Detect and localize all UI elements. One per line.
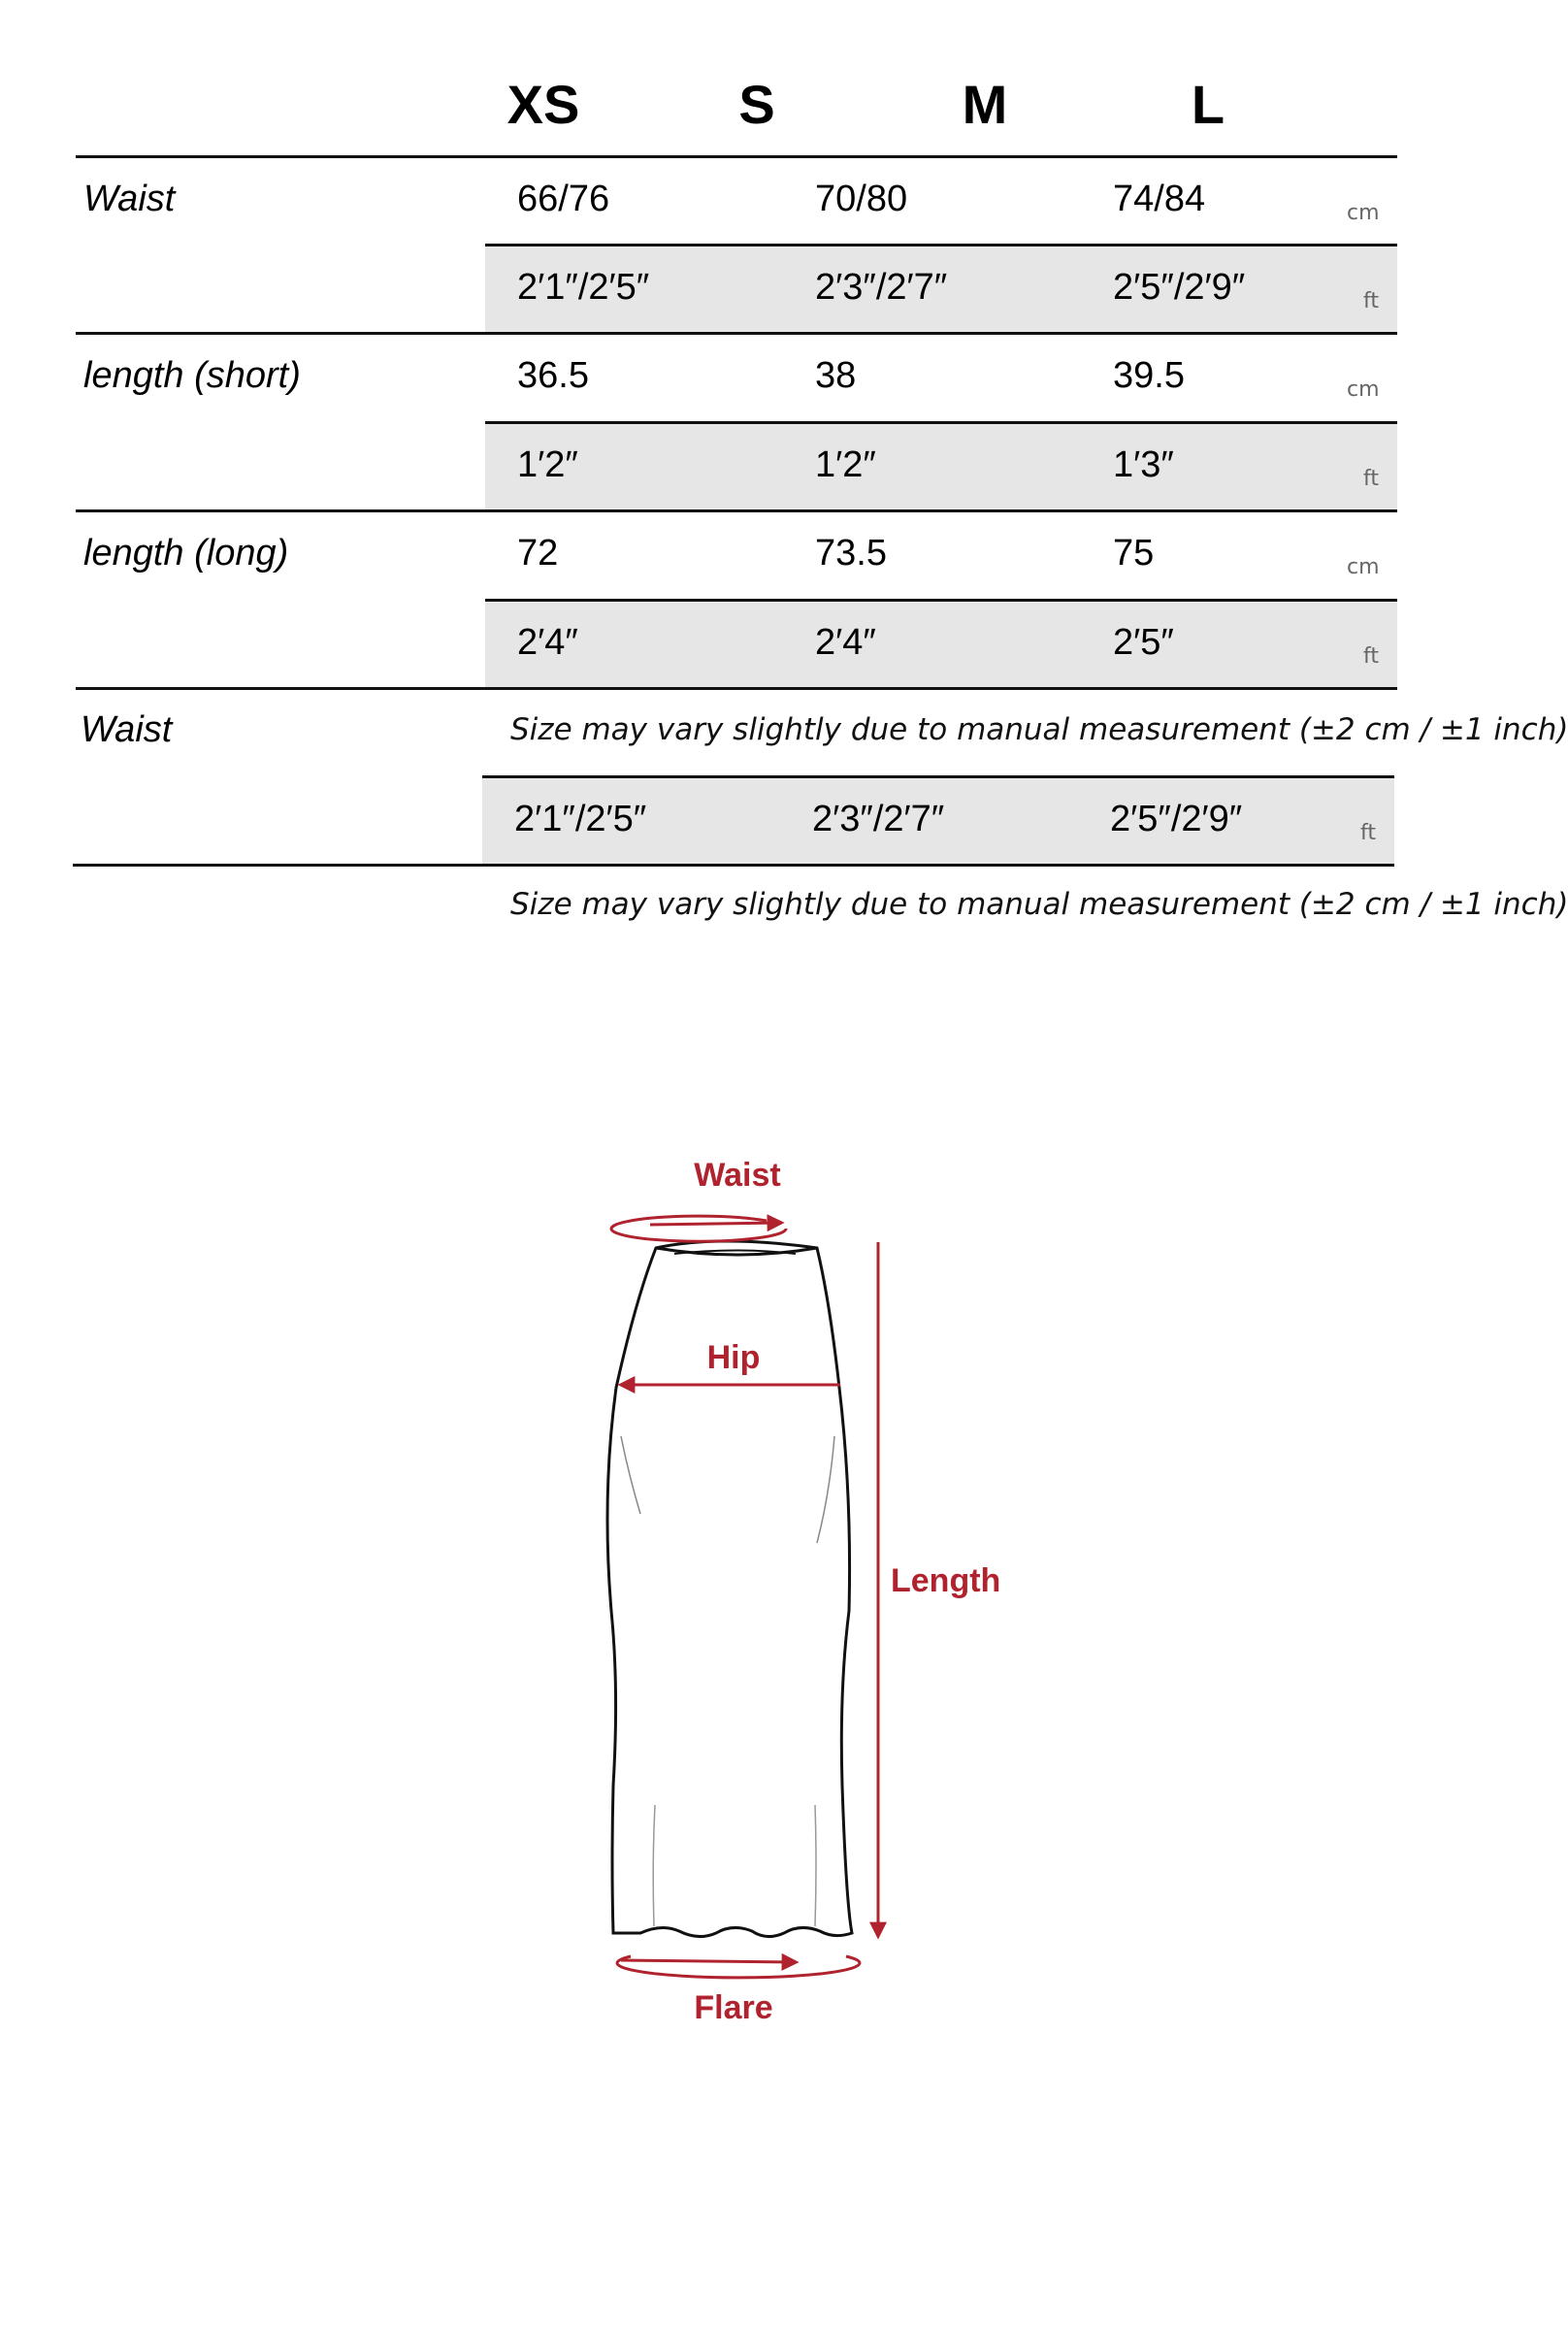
size-header-xs: XS xyxy=(506,74,580,135)
unit-short-ft: ft xyxy=(1363,467,1379,491)
cell-short-ft-m: 1′3″ xyxy=(1113,444,1174,485)
rule-row-3-mid xyxy=(485,599,1397,602)
cell-long-ft-s: 2′4″ xyxy=(815,622,876,663)
cell-short-cm-xs: 36.5 xyxy=(517,355,589,396)
skirt-measurement-diagram xyxy=(543,1106,1048,2038)
row-label-waist-2: Waist xyxy=(81,709,173,750)
unit-waist-ft: ft xyxy=(1363,289,1379,313)
flare-measure xyxy=(617,1956,860,2026)
rule-row-2-mid xyxy=(485,421,1397,424)
size-header-l: L xyxy=(1191,74,1225,135)
waist-label: Waist xyxy=(694,1157,781,1194)
cell-long-ft-m: 2′5″ xyxy=(1113,622,1174,663)
row-label-length-long: length (long) xyxy=(83,533,289,574)
cell-short-ft-s: 1′2″ xyxy=(815,444,876,485)
unit-short-cm: cm xyxy=(1347,377,1380,402)
cell-long-cm-m: 75 xyxy=(1113,533,1155,574)
rule-row-1-mid xyxy=(485,244,1397,246)
rule-row-4-mid xyxy=(482,775,1394,778)
cell-long-ft-xs: 2′4″ xyxy=(517,622,578,663)
row-label-waist: Waist xyxy=(83,179,176,219)
cell-long-cm-xs: 72 xyxy=(517,533,559,574)
cell-waist-ft-s: 2′3″/2′7″ xyxy=(815,267,948,308)
row-4-note: Size may vary slightly due to manual measurement (±2 cm / ±1 inch) xyxy=(510,712,1568,747)
size-header-s: S xyxy=(738,74,775,135)
cell-short-cm-s: 38 xyxy=(815,355,857,396)
unit-waist2-ft: ft xyxy=(1360,821,1376,845)
cell-short-ft-xs: 1′2″ xyxy=(517,444,578,485)
cell-waist-cm-xs: 66/76 xyxy=(517,179,610,219)
unit-long-cm: cm xyxy=(1347,555,1380,579)
shade-row-3-ft xyxy=(485,601,1397,688)
unit-waist-cm: cm xyxy=(1347,201,1380,225)
hip-measure xyxy=(621,1339,840,1385)
unit-long-ft: ft xyxy=(1363,644,1379,669)
flare-label: Flare xyxy=(694,1989,773,2026)
hip-label: Hip xyxy=(706,1339,761,1376)
rule-row-4-end xyxy=(73,864,1394,867)
cell-short-cm-m: 39.5 xyxy=(1113,355,1185,396)
waist-measure xyxy=(611,1157,786,1241)
cell-waist2-ft-m: 2′5″/2′9″ xyxy=(1110,799,1243,839)
length-label: Length xyxy=(891,1562,1001,1599)
rule-row-2-end xyxy=(76,509,1397,512)
cell-waist2-ft-s: 2′3″/2′7″ xyxy=(812,799,945,839)
rule-header xyxy=(76,155,1397,158)
cell-long-cm-s: 73.5 xyxy=(815,533,887,574)
footnote: Size may vary slightly due to manual measurement (±2 cm / ±1 inch) xyxy=(510,887,1568,922)
cell-waist-ft-m: 2′5″/2′9″ xyxy=(1113,267,1246,308)
cell-waist-cm-s: 70/80 xyxy=(815,179,908,219)
length-measure xyxy=(878,1242,1000,1936)
cell-waist-cm-m: 74/84 xyxy=(1113,179,1206,219)
rule-row-3-end xyxy=(76,687,1397,690)
rule-row-1-end xyxy=(76,332,1397,335)
size-header-m: M xyxy=(962,74,1008,135)
shade-row-2-ft xyxy=(485,423,1397,510)
row-label-length-short: length (short) xyxy=(83,355,301,396)
cell-waist-ft-xs: 2′1″/2′5″ xyxy=(517,267,650,308)
cell-waist2-ft-xs: 2′1″/2′5″ xyxy=(514,799,647,839)
